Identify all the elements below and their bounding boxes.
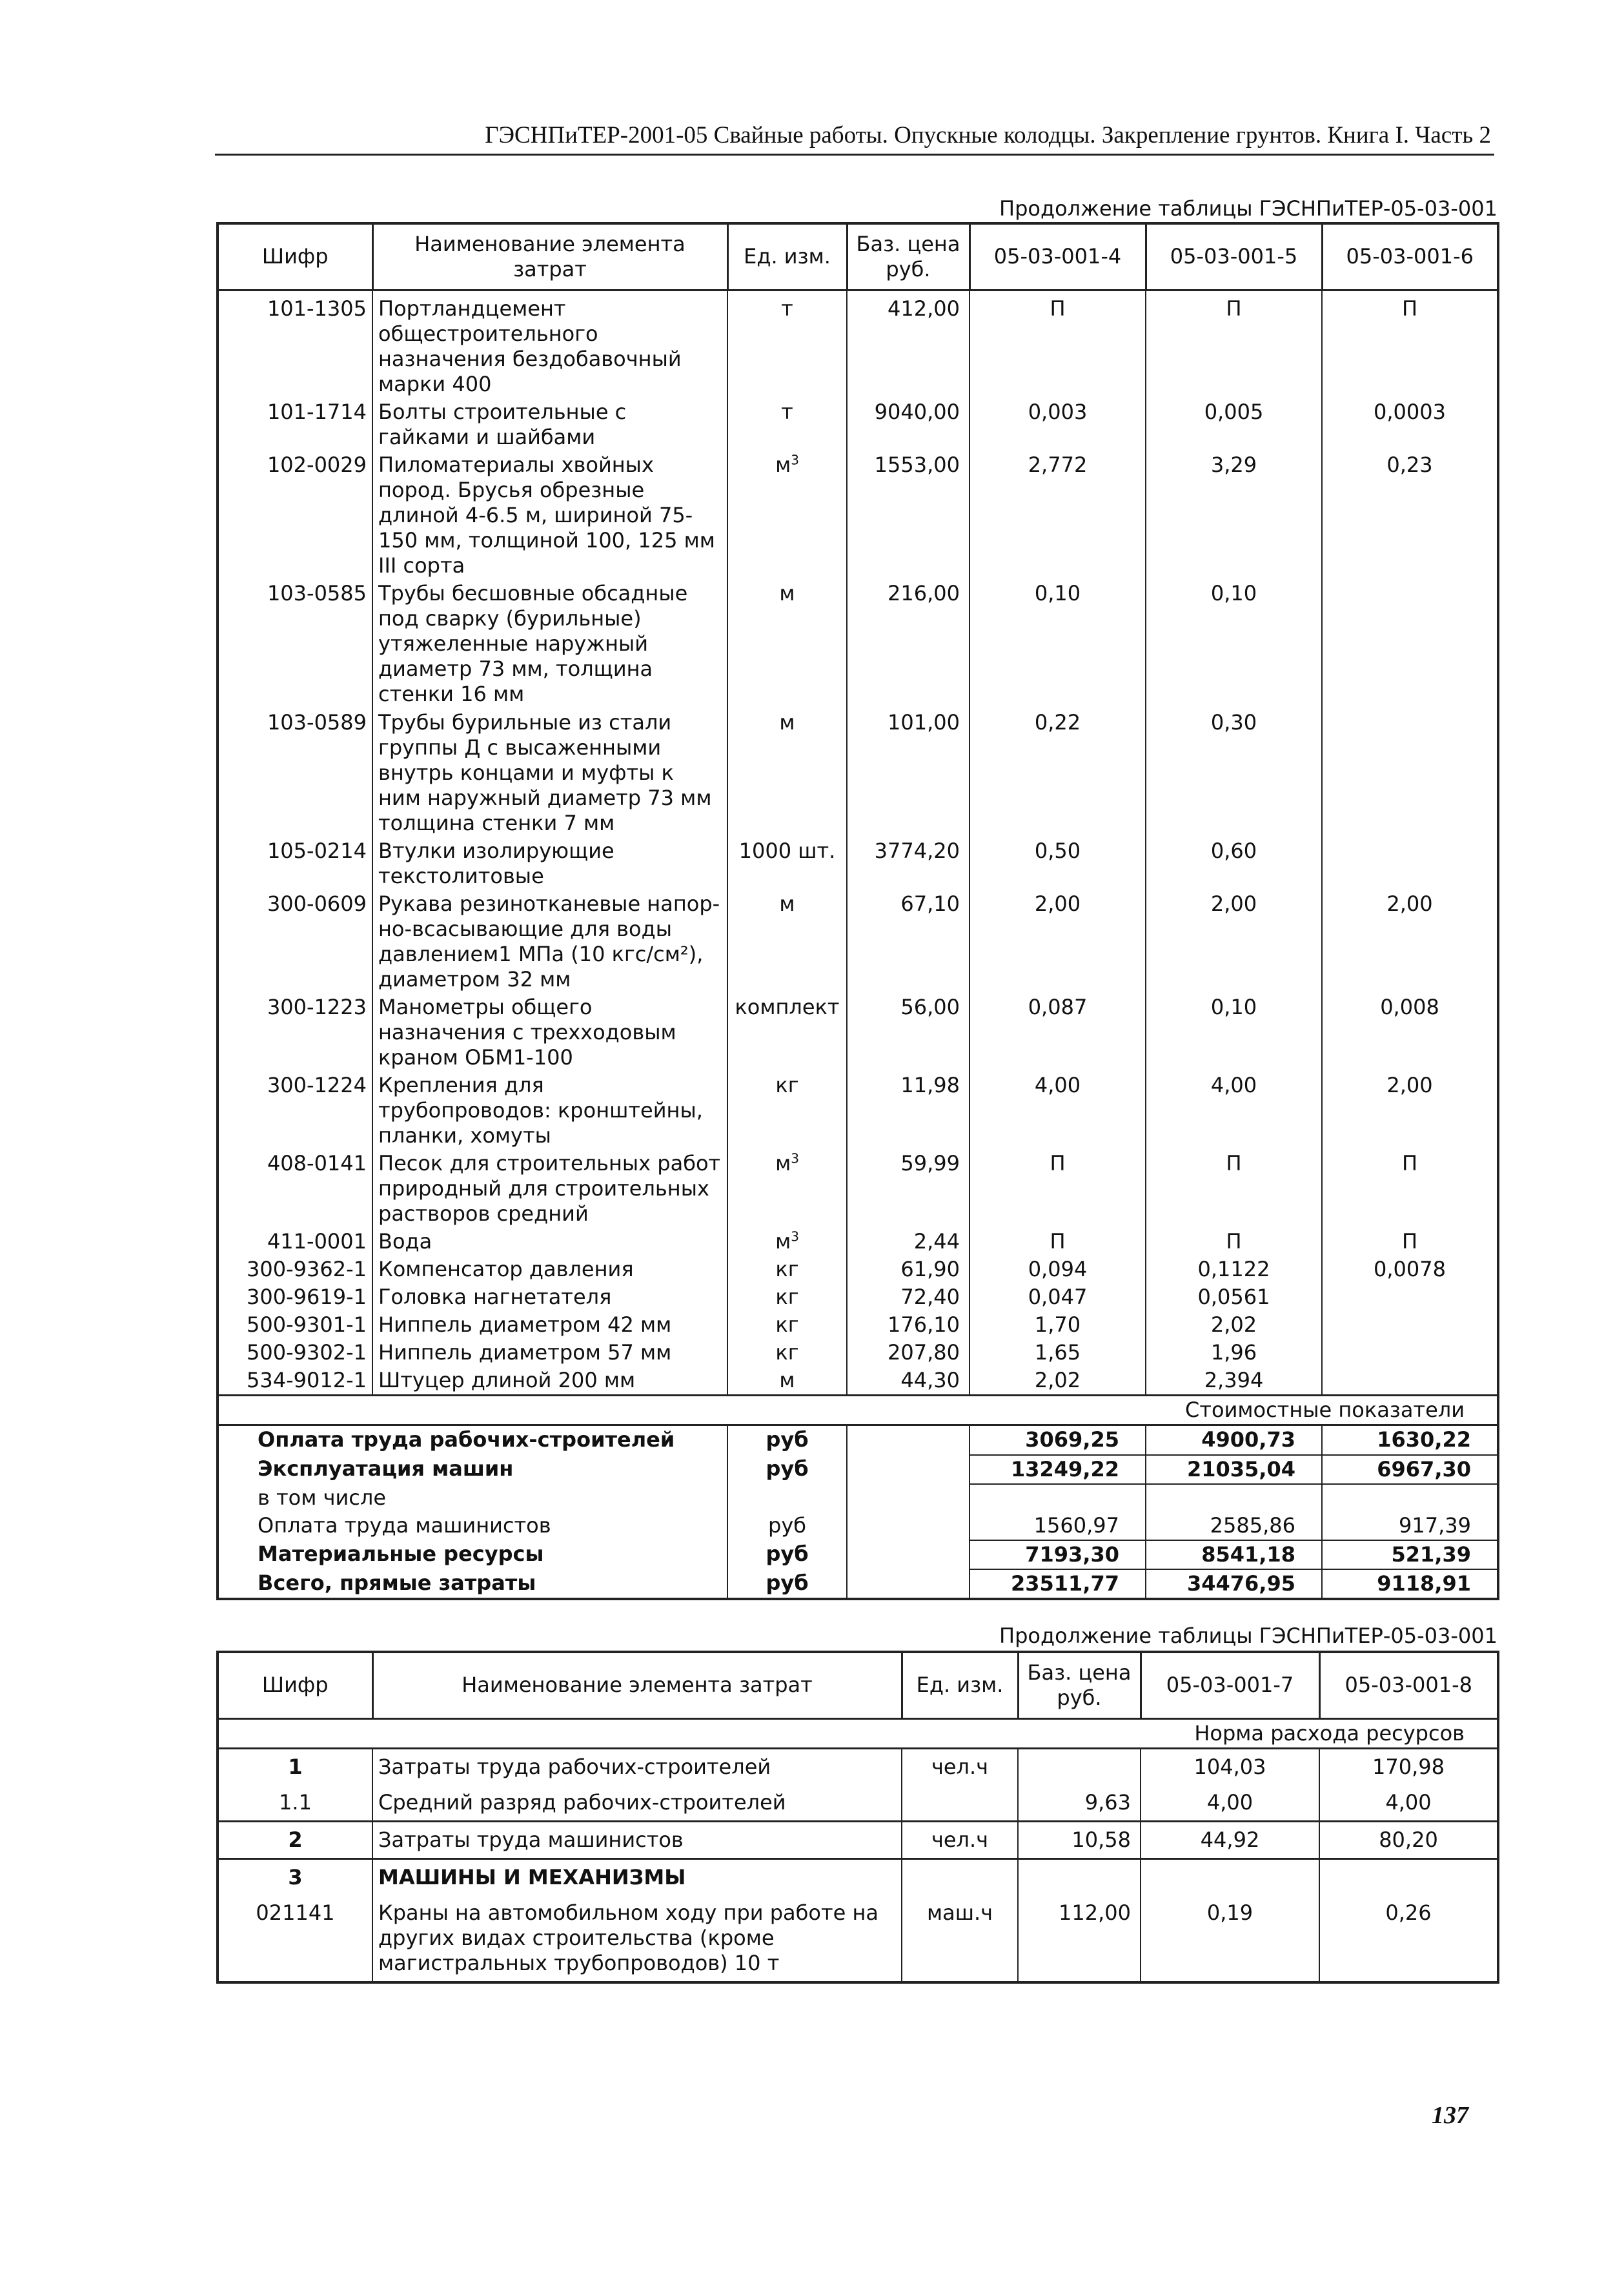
table-row xyxy=(218,709,1498,837)
table-row xyxy=(218,1256,1498,1283)
value-col3 xyxy=(1322,837,1498,890)
table-row xyxy=(218,580,1498,708)
unit-text: 1000 шт. xyxy=(738,838,836,863)
value-col3 xyxy=(1322,709,1498,837)
unit-text: м xyxy=(779,891,795,916)
value-col1: 2,772 xyxy=(969,451,1146,580)
resource-unit xyxy=(902,1859,1018,1896)
cost-col1: 3069,25 xyxy=(969,1425,1146,1455)
resource-name: Ниппель диаметром 57 мм xyxy=(372,1339,727,1367)
cost-col1: 13249,22 xyxy=(969,1455,1146,1484)
base-price: 9,63 xyxy=(1018,1785,1141,1822)
cost-empty xyxy=(847,1540,969,1569)
cost-band-label: Стоимостные показатели xyxy=(218,1396,1498,1425)
base-price: 3774,20 xyxy=(847,837,969,890)
resource-unit xyxy=(727,890,847,993)
unit-text: т xyxy=(781,400,793,425)
resource-code: 105-0214 xyxy=(218,837,372,890)
base-price: 101,00 xyxy=(847,709,969,837)
unit-text: м xyxy=(775,453,791,478)
cost-row xyxy=(218,1455,1498,1484)
header-rule xyxy=(215,154,1494,156)
base-price: 2,44 xyxy=(847,1228,969,1256)
resource-code: 101-1305 xyxy=(218,290,372,399)
cost-unit: руб xyxy=(727,1569,847,1599)
table-row xyxy=(218,1859,1498,1896)
value-col1: 0,047 xyxy=(969,1283,1146,1311)
value-col2: 1,96 xyxy=(1146,1339,1322,1367)
table-row xyxy=(218,1228,1498,1256)
resource-name: Манометры общего назначения с трехходовым краном ОБМ1-100 xyxy=(372,993,727,1072)
unit-text: м xyxy=(779,1368,795,1393)
cost-col1: 23511,77 xyxy=(969,1569,1146,1599)
base-price: 11,98 xyxy=(847,1072,969,1150)
resource-unit xyxy=(727,1283,847,1311)
resource-name: Ниппель диаметром 42 мм xyxy=(372,1311,727,1339)
value-col1: П xyxy=(969,1150,1146,1228)
base-price: 44,30 xyxy=(847,1367,969,1396)
cost-unit: руб xyxy=(727,1455,847,1484)
resource-code: 3 xyxy=(218,1859,372,1896)
resource-name: Пиломатериалы хвойных пород. Брусья обрезные длиной 4-6.5 м, шириной 75-150 мм, толщиной 100, 125 мм III сорта xyxy=(372,451,727,580)
unit-text: комплект xyxy=(735,994,840,1019)
value-col1 xyxy=(1141,1859,1319,1896)
header-col1: 05-03-001-4 xyxy=(969,223,1146,290)
resource-code: 300-9362-1 xyxy=(218,1256,372,1283)
resource-code: 500-9302-1 xyxy=(218,1339,372,1367)
value-col2: П xyxy=(1146,1150,1322,1228)
table-row xyxy=(218,1785,1498,1822)
header-code: Шифр xyxy=(218,223,372,290)
unit-superscript: 3 xyxy=(791,452,799,468)
value-col2: 2,394 xyxy=(1146,1367,1322,1396)
resource-unit xyxy=(727,1367,847,1396)
value-col3: 0,23 xyxy=(1322,451,1498,580)
cost-empty xyxy=(847,1512,969,1540)
cost-empty xyxy=(847,1484,969,1512)
cost-unit: руб xyxy=(727,1425,847,1455)
value-col2: 0,005 xyxy=(1146,398,1322,451)
value-col2: 0,26 xyxy=(1319,1895,1498,1982)
base-price: 56,00 xyxy=(847,993,969,1072)
cost-col3: 9118,91 xyxy=(1322,1569,1498,1599)
value-col2: 0,0561 xyxy=(1146,1283,1322,1311)
resource-unit xyxy=(727,1311,847,1339)
table-row xyxy=(218,993,1498,1072)
cost-empty xyxy=(847,1455,969,1484)
resource-unit xyxy=(727,837,847,890)
cost-col2: 8541,18 xyxy=(1146,1540,1322,1569)
resource-unit xyxy=(902,1785,1018,1822)
base-price: 9040,00 xyxy=(847,398,969,451)
table1-header-row xyxy=(218,223,1498,290)
unit-text: м xyxy=(779,709,795,735)
header-col3: 05-03-001-6 xyxy=(1322,223,1498,290)
value-col3: 0,008 xyxy=(1322,993,1498,1072)
resource-code: 300-0609 xyxy=(218,890,372,993)
base-price: 1553,00 xyxy=(847,451,969,580)
value-col2: 0,10 xyxy=(1146,580,1322,708)
resource-name: Средний разряд рабочих-строителей xyxy=(372,1785,902,1822)
header-name: Наименование элемента затрат xyxy=(372,1652,902,1719)
resource-table-1 xyxy=(216,222,1499,1600)
value-col2: П xyxy=(1146,1228,1322,1256)
value-col2: 4,00 xyxy=(1146,1072,1322,1150)
resource-unit xyxy=(727,1072,847,1150)
cost-col3: 917,39 xyxy=(1322,1512,1498,1540)
header-col1: 05-03-001-7 xyxy=(1141,1652,1319,1719)
unit-text: кг xyxy=(775,1072,799,1097)
value-col1: 104,03 xyxy=(1141,1749,1319,1786)
cost-col3: 521,39 xyxy=(1322,1540,1498,1569)
cost-empty xyxy=(847,1425,969,1455)
value-col1: 1,70 xyxy=(969,1311,1146,1339)
table-row xyxy=(218,1367,1498,1396)
resource-code: 411-0001 xyxy=(218,1228,372,1256)
table-row xyxy=(218,837,1498,890)
value-col3: 0,0003 xyxy=(1322,398,1498,451)
unit-text: м xyxy=(775,1229,791,1254)
value-col3: 2,00 xyxy=(1322,1072,1498,1150)
value-col1: 0,094 xyxy=(969,1256,1146,1283)
value-col3: 0,0078 xyxy=(1322,1256,1498,1283)
unit-text: м xyxy=(775,1151,791,1176)
value-col1: 0,003 xyxy=(969,398,1146,451)
table2-header-row xyxy=(218,1652,1498,1719)
value-col2: 170,98 xyxy=(1319,1749,1498,1786)
resource-name: Песок для строительных работ природный для строительных растворов средний xyxy=(372,1150,727,1228)
resource-code: 300-1223 xyxy=(218,993,372,1072)
base-price: 412,00 xyxy=(847,290,969,399)
resource-unit: чел.ч xyxy=(902,1749,1018,1786)
value-col1: 0,087 xyxy=(969,993,1146,1072)
resource-name: Затраты труда рабочих-строителей xyxy=(372,1749,902,1786)
unit-text: кг xyxy=(775,1257,799,1282)
value-col3 xyxy=(1322,580,1498,708)
resource-unit xyxy=(727,709,847,837)
unit-superscript: 3 xyxy=(791,1150,799,1166)
value-col2: 0,60 xyxy=(1146,837,1322,890)
cost-col2: 34476,95 xyxy=(1146,1569,1322,1599)
resource-name: Портландцемент общестроительного назначения бездобавочный марки 400 xyxy=(372,290,727,399)
table-row xyxy=(218,1339,1498,1367)
value-col3 xyxy=(1322,1311,1498,1339)
header-name: Наименование элемента затрат xyxy=(372,223,727,290)
header-price: Баз. цена руб. xyxy=(1018,1652,1141,1719)
table1-caption: Продолжение таблицы ГЭСНПиТЕР-05-03-001 xyxy=(999,196,1497,221)
cost-band-row xyxy=(218,1396,1498,1425)
resource-code: 1 xyxy=(218,1749,372,1786)
cost-col3: 6967,30 xyxy=(1322,1455,1498,1484)
value-col3: П xyxy=(1322,1150,1498,1228)
value-col1: 0,19 xyxy=(1141,1895,1319,1982)
table-row xyxy=(218,1822,1498,1859)
table-row xyxy=(218,1283,1498,1311)
resource-name: Краны на автомобильном ходу при работе на других видах строительства (кроме магистральных трубопроводов) 10 т xyxy=(372,1895,902,1982)
resource-code: 101-1714 xyxy=(218,398,372,451)
value-col3: П xyxy=(1322,1228,1498,1256)
base-price: 61,90 xyxy=(847,1256,969,1283)
header-col2: 05-03-001-8 xyxy=(1319,1652,1498,1719)
resource-unit xyxy=(727,580,847,708)
table-row xyxy=(218,1895,1498,1982)
table-row xyxy=(218,1150,1498,1228)
resource-name: Втулки изолирующие текстолитовые xyxy=(372,837,727,890)
value-col2 xyxy=(1319,1859,1498,1896)
unit-text: кг xyxy=(775,1340,799,1365)
value-col2: 2,02 xyxy=(1146,1311,1322,1339)
value-col2: 4,00 xyxy=(1319,1785,1498,1822)
resource-unit xyxy=(727,1339,847,1367)
base-price: 207,80 xyxy=(847,1339,969,1367)
page-header: ГЭСНПиТЕР-2001-05 Свайные работы. Опускные колодцы. Закрепление грунтов. Книга I. Часть 2 xyxy=(485,122,1491,148)
resource-name: Рукава резинотканевые напор-но-всасывающие для воды давлением1 МПа (10 кгс/см²), диаметром 32 мм xyxy=(372,890,727,993)
value-col1: 44,92 xyxy=(1141,1822,1319,1859)
resource-name: Затраты труда машинистов xyxy=(372,1822,902,1859)
cost-row xyxy=(218,1512,1498,1540)
value-col2: 3,29 xyxy=(1146,451,1322,580)
value-col1: 1,65 xyxy=(969,1339,1146,1367)
base-price: 216,00 xyxy=(847,580,969,708)
table-row xyxy=(218,398,1498,451)
cost-col1: 1560,97 xyxy=(969,1512,1146,1540)
cost-col3 xyxy=(1322,1484,1498,1512)
cost-col1 xyxy=(969,1484,1146,1512)
unit-text: кг xyxy=(775,1312,799,1338)
resource-name: МАШИНЫ И МЕХАНИЗМЫ xyxy=(372,1859,902,1896)
header-col2: 05-03-001-5 xyxy=(1146,223,1322,290)
page-number: 137 xyxy=(1432,2102,1468,2129)
base-price: 67,10 xyxy=(847,890,969,993)
resource-unit xyxy=(727,398,847,451)
resource-code: 103-0585 xyxy=(218,580,372,708)
resource-name: Головка нагнетателя xyxy=(372,1283,727,1311)
resource-name: Трубы бурильные из стали группы Д с высаженными внутрь концами и муфты к ним наружный диаметр 73 мм толщина стенки 7 мм xyxy=(372,709,727,837)
resource-code: 2 xyxy=(218,1822,372,1859)
unit-text: м xyxy=(779,581,795,606)
base-price: 59,99 xyxy=(847,1150,969,1228)
cost-row xyxy=(218,1569,1498,1599)
cost-label: в том числе xyxy=(218,1484,727,1512)
resource-name: Трубы бесшовные обсадные под сварку (бурильные) утяжеленные наружный диаметр 73 мм, толщина стенки 16 мм xyxy=(372,580,727,708)
resource-name: Штуцер длиной 200 мм xyxy=(372,1367,727,1396)
value-col3: П xyxy=(1322,290,1498,399)
cost-unit: руб xyxy=(727,1540,847,1569)
header-code: Шифр xyxy=(218,1652,372,1719)
value-col1: 4,00 xyxy=(969,1072,1146,1150)
value-col2: 0,1122 xyxy=(1146,1256,1322,1283)
value-col2: 80,20 xyxy=(1319,1822,1498,1859)
cost-unit xyxy=(727,1484,847,1512)
resource-unit xyxy=(727,290,847,399)
table-row xyxy=(218,1311,1498,1339)
resource-unit xyxy=(727,1256,847,1283)
resource-name: Крепления для трубопроводов: кронштейны, планки, хомуты xyxy=(372,1072,727,1150)
resource-name: Компенсатор давления xyxy=(372,1256,727,1283)
value-col3 xyxy=(1322,1339,1498,1367)
resource-code: 500-9301-1 xyxy=(218,1311,372,1339)
resource-unit xyxy=(727,993,847,1072)
value-col2: 0,10 xyxy=(1146,993,1322,1072)
value-col2: 2,00 xyxy=(1146,890,1322,993)
table-row xyxy=(218,890,1498,993)
resource-code: 102-0029 xyxy=(218,451,372,580)
cost-label: Оплата труда рабочих-строителей xyxy=(218,1425,727,1455)
norm-band-row xyxy=(218,1719,1498,1749)
resource-code: 300-1224 xyxy=(218,1072,372,1150)
resource-table-2 xyxy=(216,1651,1499,1984)
resource-name: Болты строительные с гайками и шайбами xyxy=(372,398,727,451)
table-row xyxy=(218,1072,1498,1150)
table2-caption: Продолжение таблицы ГЭСНПиТЕР-05-03-001 xyxy=(999,1623,1497,1648)
norm-band-label: Норма расхода ресурсов xyxy=(218,1719,1498,1749)
resource-code: 021141 xyxy=(218,1895,372,1982)
base-price: 72,40 xyxy=(847,1283,969,1311)
cost-col1: 7193,30 xyxy=(969,1540,1146,1569)
resource-code: 300-9619-1 xyxy=(218,1283,372,1311)
value-col2: 0,30 xyxy=(1146,709,1322,837)
resource-unit: чел.ч xyxy=(902,1822,1018,1859)
value-col3: 2,00 xyxy=(1322,890,1498,993)
resource-name: Вода xyxy=(372,1228,727,1256)
cost-label: Эксплуатация машин xyxy=(218,1455,727,1484)
value-col1: 0,22 xyxy=(969,709,1146,837)
resource-code: 103-0589 xyxy=(218,709,372,837)
base-price: 112,00 xyxy=(1018,1895,1141,1982)
cost-col3: 1630,22 xyxy=(1322,1425,1498,1455)
resource-unit xyxy=(727,1228,847,1256)
cost-col2: 21035,04 xyxy=(1146,1455,1322,1484)
resource-code: 1.1 xyxy=(218,1785,372,1822)
unit-text: кг xyxy=(775,1285,799,1310)
header-unit: Ед. изм. xyxy=(902,1652,1018,1719)
base-price: 176,10 xyxy=(847,1311,969,1339)
resource-code: 534-9012-1 xyxy=(218,1367,372,1396)
value-col1: 4,00 xyxy=(1141,1785,1319,1822)
value-col2: П xyxy=(1146,290,1322,399)
value-col3 xyxy=(1322,1283,1498,1311)
cost-col2 xyxy=(1146,1484,1322,1512)
base-price: 10,58 xyxy=(1018,1822,1141,1859)
cost-label: Всего, прямые затраты xyxy=(218,1569,727,1599)
base-price xyxy=(1018,1859,1141,1896)
cost-col2: 4900,73 xyxy=(1146,1425,1322,1455)
value-col1: 2,00 xyxy=(969,890,1146,993)
unit-superscript: 3 xyxy=(791,1228,799,1245)
value-col1: 0,50 xyxy=(969,837,1146,890)
resource-code: 408-0141 xyxy=(218,1150,372,1228)
cost-row xyxy=(218,1484,1498,1512)
header-unit: Ед. изм. xyxy=(727,223,847,290)
resource-unit: маш.ч xyxy=(902,1895,1018,1982)
table-row xyxy=(218,451,1498,580)
base-price xyxy=(1018,1749,1141,1786)
cost-unit: руб xyxy=(727,1512,847,1540)
cost-label: Материальные ресурсы xyxy=(218,1540,727,1569)
value-col1: 0,10 xyxy=(969,580,1146,708)
value-col1: П xyxy=(969,1228,1146,1256)
cost-row xyxy=(218,1425,1498,1455)
value-col1: 2,02 xyxy=(969,1367,1146,1396)
table-row xyxy=(218,1749,1498,1786)
cost-label: Оплата труда машинистов xyxy=(218,1512,727,1540)
unit-text: т xyxy=(781,296,793,321)
cost-col2: 2585,86 xyxy=(1146,1512,1322,1540)
cost-empty xyxy=(847,1569,969,1599)
cost-row xyxy=(218,1540,1498,1569)
value-col1: П xyxy=(969,290,1146,399)
header-price: Баз. цена руб. xyxy=(847,223,969,290)
table-row xyxy=(218,290,1498,399)
resource-unit xyxy=(727,451,847,580)
resource-unit xyxy=(727,1150,847,1228)
value-col3 xyxy=(1322,1367,1498,1396)
